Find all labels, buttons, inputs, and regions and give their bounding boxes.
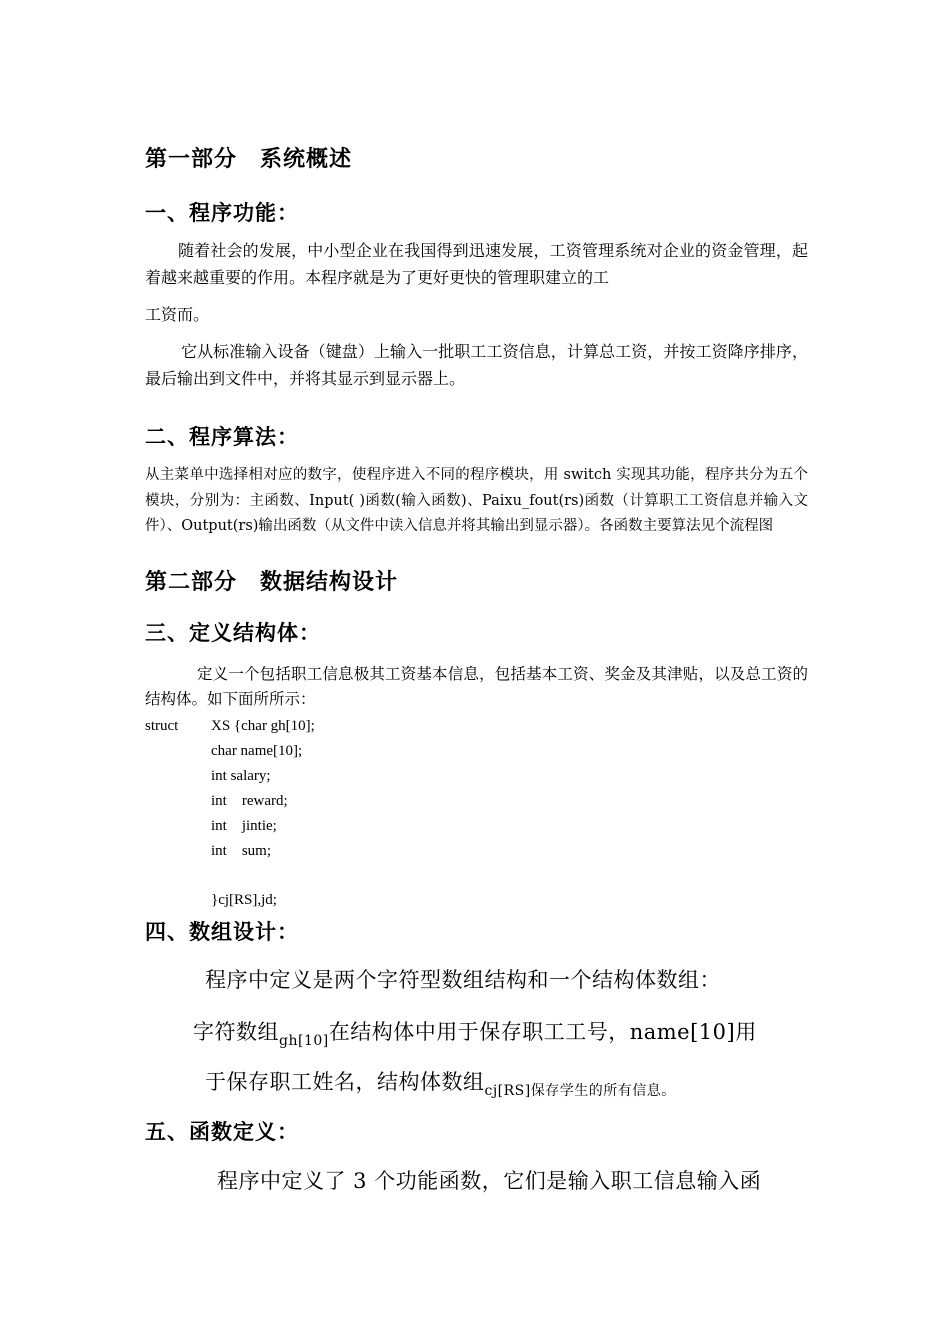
code-line-5: int jintie; bbox=[211, 818, 277, 834]
code-line-4: int reward; bbox=[211, 793, 288, 809]
sec4-line3: 于保存职工姓名，结构体数组$_{cj[RS]保存学生的所有信息。}$ bbox=[205, 1070, 676, 1099]
code-line-3: int salary; bbox=[211, 768, 271, 784]
sec4-line2: 字符数组$_{gh[10]}$在结构体中用于保存职工工号，name[10]用 bbox=[193, 1020, 757, 1049]
sec4-line1: 程序中定义是两个字符型数组结构和一个结构体数组： bbox=[205, 968, 721, 992]
struct-code-block bbox=[145, 714, 808, 913]
sec1-heading: 一、程序功能： bbox=[145, 200, 299, 225]
sec4-heading: 四、数组设计： bbox=[145, 919, 299, 944]
sec5-heading: 五、函数定义： bbox=[145, 1119, 299, 1144]
sec1-para1: 随着社会的发展，中小型企业在我国得到迅速发展，工资管理系统对企业的资金管理，起着越来越重要的作用。本程序就是为了更好更快的管理职建立的工 bbox=[145, 241, 808, 287]
sec3-para: 定义一个包括职工信息极其工资基本信息，包括基本工资、奖金及其津贴，以及总工资的结构体。如下面所所示： bbox=[145, 665, 808, 708]
sec2-heading: 二、程序算法： bbox=[145, 424, 299, 449]
code-line-7: }cj[RS],jd; bbox=[211, 892, 277, 908]
code-line-1: struct XS {char gh[10]; bbox=[145, 718, 315, 734]
sec1-para1-tail: 工资而。 bbox=[145, 305, 210, 324]
code-line-6: int sum; bbox=[211, 843, 272, 859]
sec1-para2: 它从标准输入设备（键盘）上输入一批职工工资信息，计算总工资，并按工资降序排序，最后输出到文件中，并将其显示到显示器上。 bbox=[145, 342, 808, 388]
part2-title: 第二部分 数据结构设计 bbox=[145, 570, 399, 595]
part1-title: 第一部分 系统概述 bbox=[145, 147, 353, 172]
sec5-line1: 程序中定义了 3 个功能函数，它们是输入职工信息输入函 bbox=[217, 1169, 762, 1193]
sec3-heading: 三、定义结构体： bbox=[145, 620, 321, 645]
code-line-2: char name[10]; bbox=[211, 743, 303, 759]
sec2-para: 从主菜单中选择相对应的数字，使程序进入不同的程序模块，用 switch 实现其功能，程序共分为五个模块，分别为：主函数、Input( )函数(输入函数)、Paixu_fout(rs)函数（计算职工工资信息并输入文件）、Output(rs)输出函数（从文件中读入信息并将其输出到显示器）。各函数主要算法见个流程图 bbox=[145, 467, 808, 534]
